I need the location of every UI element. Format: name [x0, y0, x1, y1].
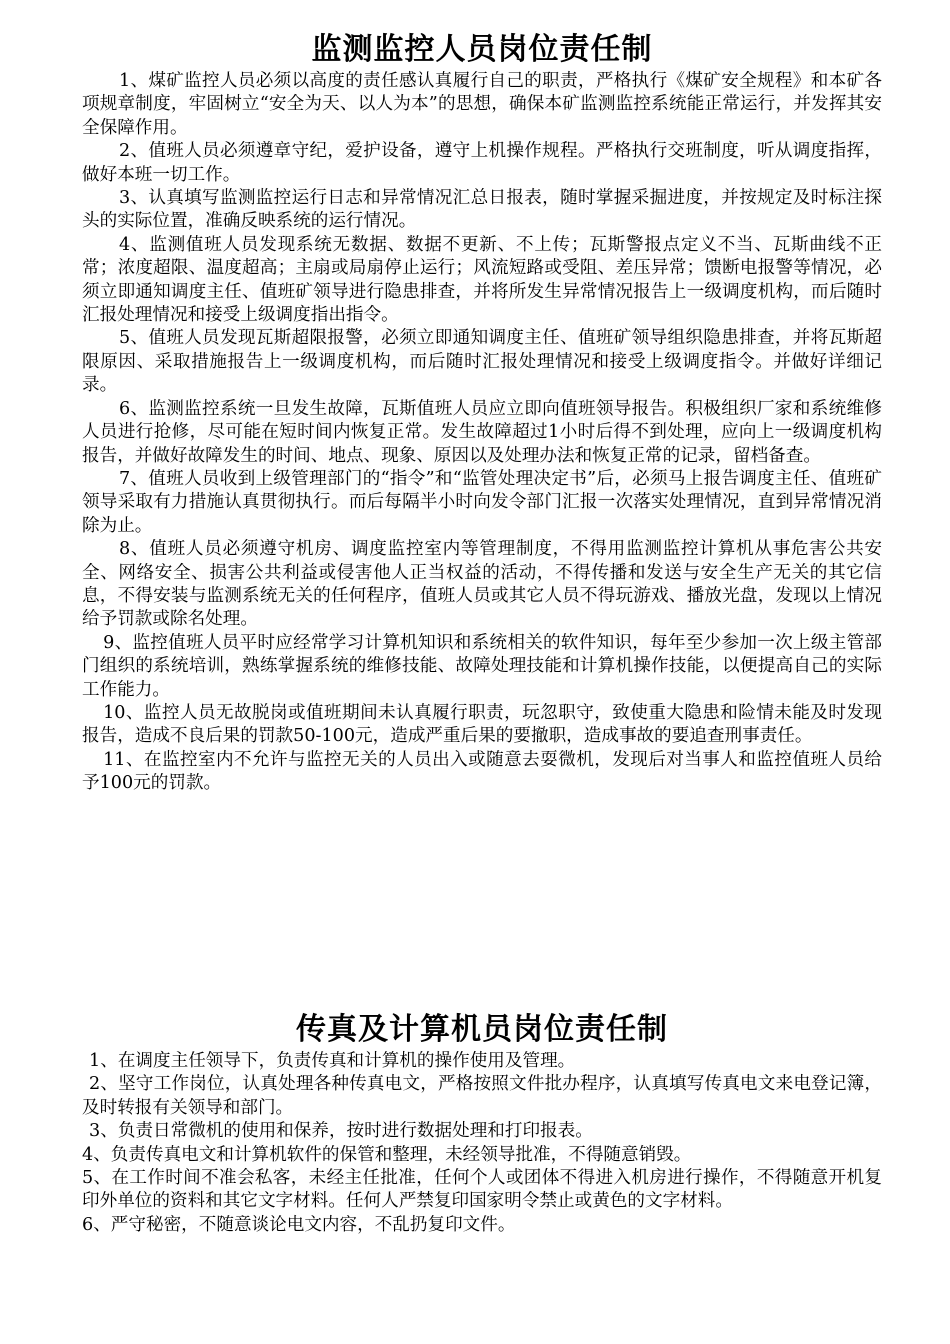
section-title: 监测监控人员岗位责任制 — [311, 32, 653, 67]
paragraph-item: 6、监测监控系统一旦发生故障，瓦斯值班人员应立即向值班领导报告。积极组织厂家和系统维修人员进行抢修，尽可能在短时间内恢复正常。发生故障超过1小时后得不到处理，应向上一级调度机构报告，并做好故障发生的时间、地点、现象、原因以及处理办法和恢复正常的记录，留档备查。 — [82, 398, 882, 466]
paragraph-item: 4、监测值班人员发现系统无数据、数据不更新、不上传；瓦斯警报点定义不当、瓦斯曲线不正常；浓度超限、温度超高；主扇或局扇停止运行；风流短路或受阻、差压异常；馈断电报警等情况，必须立即通知调度主任、值班矿领导进行隐患排查，并将所发生异常情况报告上一级调度机构，而后随时汇报处理情况和接受上级调度指出指令。 — [82, 234, 882, 326]
paragraph-item: 2、值班人员必须遵章守纪，爱护设备，遵守上机操作规程。严格执行交班制度，听从调度指挥，做好本班一切工作。 — [82, 141, 882, 185]
section-fax-computer-duties — [82, 1010, 882, 1237]
paragraph-item: 5、值班人员发现瓦斯超限报警，必须立即通知调度主任、值班矿领导组织隐患排查，并将瓦斯超限原因、采取措施报告上一级调度机构，而后随时汇报处理情况和接受上级调度指令。并做好详细记录。 — [82, 328, 882, 396]
section-title: 传真及计算机员岗位责任制 — [296, 1012, 668, 1047]
paragraph-item: 3、负责日常微机的使用和保养，按时进行数据处理和打印报表。 — [89, 1121, 593, 1142]
paragraph-item: 11、在监控室内不允许与监控无关的人员出入或随意去耍微机，发现后对当事人和监控值班人员给予100元的罚款。 — [82, 749, 882, 794]
section-monitoring-duties — [82, 30, 882, 796]
paragraph-item: 10、监控人员无故脱岗或值班期间未认真履行职责，玩忽职守，致使重大隐患和险情未能及时发现报告，造成不良后果的罚款50-100元，造成严重后果的要撤职，造成事故的要追查刑事责任。 — [82, 702, 882, 747]
paragraph-item: 2、坚守工作岗位，认真处理各种传真电文，严格按照文件批办程序，认真填写传真电文来电登记簿，及时转报有关领导和部门。 — [82, 1074, 882, 1118]
paragraph-item: 3、认真填写监测监控运行日志和异常情况汇总日报表，随时掌握采掘进度，并按规定及时标注探头的实际位置，准确反映系统的运行情况。 — [82, 188, 882, 232]
paragraph-item: 4、负责传真电文和计算机软件的保管和整理，未经领导批准，不得随意销毁。 — [82, 1144, 692, 1165]
paragraph-item: 1、在调度主任领导下，负责传真和计算机的操作使用及管理。 — [89, 1051, 576, 1071]
paragraph-item: 9、监控值班人员平时应经常学习计算机知识和系统相关的软件知识，每年至少参加一次上级主管部门组织的系统培训，熟练掌握系统的维修技能、故障处理技能和计算机操作技能，以便提高自己的实际工作能力。 — [82, 632, 882, 700]
paragraph-item: 1、煤矿监控人员必须以高度的责任感认真履行自己的职责，严格执行《煤矿安全规程》和本矿各项规章制度，牢固树立“安全为天、以人为本”的思想，确保本矿监测监控系统能正常运行，并发挥其安全保障作用。 — [82, 71, 882, 138]
paragraph-item: 8、值班人员必须遵守机房、调度监控室内等管理制度，不得用监测监控计算机从事危害公共安全、网络安全、损害公共利益或侵害他人正当权益的活动，不得传播和发送与安全生产无关的其它信息，不得安装与监测系统无关的任何程序，值班人员或其它人员不得玩游戏、播放光盘，发现以上情况给予罚款或除名处理。 — [82, 539, 882, 630]
paragraph-item: 7、值班人员收到上级管理部门的“指令”和“监管处理决定书”后，必须马上报告调度主任、值班矿领导采取有力措施认真贯彻执行。而后每隔半小时向发令部门汇报一次落实处理情况，直到异常情况消除为止。 — [82, 468, 882, 536]
paragraph-item: 6、严守秘密，不随意谈论电文内容，不乱扔复印文件。 — [82, 1214, 516, 1235]
paragraph-item: 5、在工作时间不准会私客，未经主任批准，任何个人或团体不得进入机房进行操作，不得随意开机复印外单位的资料和其它文字材料。任何人严禁复印国家明令禁止或黄色的文字材料。 — [82, 1168, 882, 1212]
